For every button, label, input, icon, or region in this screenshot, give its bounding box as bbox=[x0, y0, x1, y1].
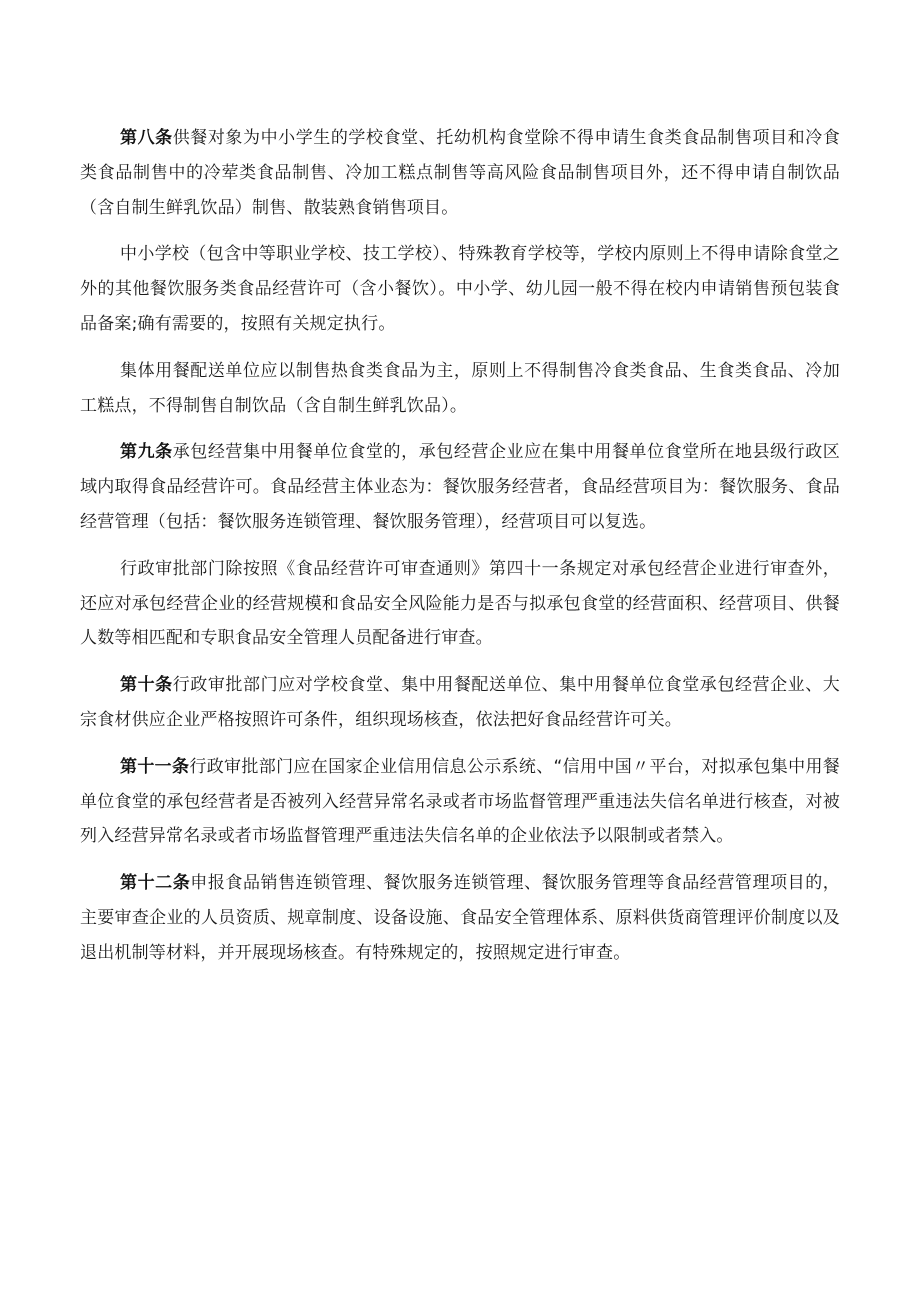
paragraph-article-9-part-2 bbox=[80, 552, 840, 656]
paragraph-text: 集体用餐配送单位应以制售热食类食品为主，原则上不得制售冷食类食品、生食类食品、冷加工糕点，不得制售自制饮品（含自制生鲜乳饮品）。 bbox=[80, 360, 840, 416]
document-body bbox=[80, 121, 840, 983]
article-heading: 第十二条 bbox=[120, 873, 191, 894]
article-heading: 第九条 bbox=[120, 442, 173, 463]
paragraph-article-8-part-3 bbox=[80, 354, 840, 424]
paragraph-article-8 bbox=[80, 121, 840, 225]
paragraph-article-10 bbox=[80, 668, 840, 738]
paragraph-article-11 bbox=[80, 750, 840, 854]
paragraph-text: 申报食品销售连锁管理、餐饮服务连锁管理、餐饮服务管理等食品经营管理项目的，主要审查企业的人员资质、规章制度、设备设施、食品安全管理体系、原料供货商管理评价制度以及退出机制等材料，并开展现场核查。有特殊规定的，按照规定进行审查。 bbox=[80, 873, 840, 963]
paragraph-text: 行政审批部门除按照《食品经营许可审查通则》第四十一条规定对承包经营企业进行审查外，还应对承包经营企业的经营规模和食品安全风险能力是否与拟承包食堂的经营面积、经营项目、供餐人数等相匹配和专职食品安全管理人员配备进行审查。 bbox=[80, 558, 840, 649]
paragraph-text: 供餐对象为中小学生的学校食堂、托幼机构食堂除不得申请生食类食品制售项目和冷食类食品制售中的冷荤类食品制售、冷加工糕点制售等高风险食品制售项目外，还不得申请自制饮品（含自制生鲜乳饮品）制售、散装熟食销售项目。 bbox=[80, 128, 840, 218]
article-heading: 第八条 bbox=[120, 128, 173, 148]
paragraph-article-8-part-2 bbox=[80, 237, 840, 341]
paragraph-text: 中小学校（包含中等职业学校、技工学校）、特殊教育学校等，学校内原则上不得申请除食堂之外的其他餐饮服务类食品经营许可（含小餐饮）。中小学、幼儿园一般不得在校内申请销售预包装食品备案;确有需要的，按照有关规定执行。 bbox=[80, 244, 840, 334]
article-heading: 第十条 bbox=[120, 675, 173, 696]
paragraph-article-9 bbox=[80, 435, 840, 539]
paragraph-article-12 bbox=[80, 866, 840, 970]
paragraph-text: 行政审批部门应对学校食堂、集中用餐配送单位、集中用餐单位食堂承包经营企业、大宗食材供应企业严格按照许可条件，组织现场核查，依法把好食品经营许可关。 bbox=[80, 675, 840, 730]
paragraph-text: 行政审批部门应在国家企业信用信息公示系统、“信用中国〃平台，对拟承包集中用餐单位食堂的承包经营者是否被列入经营异常名录或者市场监督管理严重违法失信名单进行核查，对被列入经营异常名录或者市场监督管理严重违法失信名单的企业依法予以限制或者禁入。 bbox=[80, 756, 840, 847]
paragraph-text: 承包经营集中用餐单位食堂的，承包经营企业应在集中用餐单位食堂所在地县级行政区域内取得食品经营许可。食品经营主体业态为：餐饮服务经营者，食品经营项目为：餐饮服务、食品经营管理（包括：餐饮服务连锁管理、餐饮服务管理），经营项目可以复选。 bbox=[80, 442, 840, 532]
article-heading: 第十一条 bbox=[120, 756, 190, 777]
